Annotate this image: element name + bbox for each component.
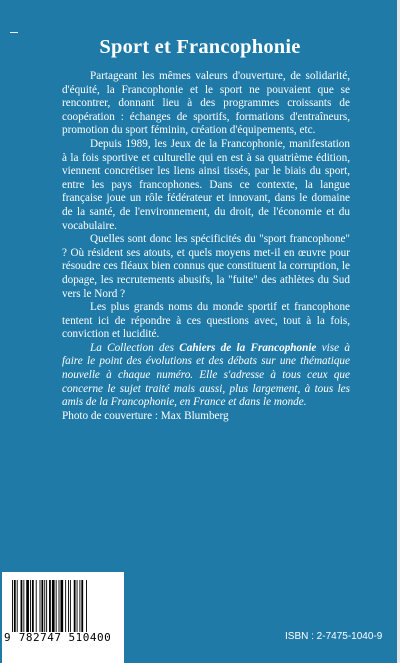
cover-title: Sport et Francophonie <box>99 36 301 58</box>
barcode-digits: 782747 510400 <box>18 631 112 644</box>
collection-note <box>62 342 350 410</box>
paragraph-1: Partageant les mêmes valeurs d'ouverture, de solidarité, d'équité, la Francophonie et le sport ne pouvaient que se rencontrer, donnant lieu à des programmes croissants de coopération : échanges de sportifs, formations d'entraîneurs, promotion du sport féminin, création d'équipements, etc. <box>62 70 350 137</box>
collection-note-rest: vise à faire le point des évolutions et des débats sur une thématique nouvelle à chaque numéro. Elle s'adresse à tous ceux que concerne le sujet traité mais aussi, plus largement, à tous les amis de la Francophonie, en France et dans le monde. <box>62 341 351 409</box>
edge-mark <box>10 32 18 33</box>
paragraph-2: Depuis 1989, les Jeux de la Francophonie, manifestation à la fois sportive et culturelle qui en est à sa quatrième édition, viennent concrétiser les liens ainsi tissés, par le biais du sport, entre les pays francophones. Dans ce contexte, la langue française joue un rôle fédérateur et innovant, dans le domaine de la santé, de l'environnement, du droit, de l'économie et du vocabulaire. <box>62 137 350 232</box>
barcode-first-digit: 9 <box>4 631 11 644</box>
collection-name: Cahiers de la Francophonie <box>179 341 317 354</box>
collection-note-start: La Collection des <box>90 341 180 354</box>
paragraph-3: Quelles sont donc les spécificités du "sport francophone" ? Où résident ses atouts, et quels moyens met-il en œuvre pour résoudre ces fléaux bien connus que constituent la corruption, le dopage, les recrutements abusifs, la "fuite" des athlètes du Sud vers le Nord ? <box>62 233 350 300</box>
photo-credit: Photo de couverture : Max Blumberg <box>62 409 229 422</box>
isbn: ISBN : 2-7475-1040-9 <box>285 631 383 642</box>
paragraph-4: Les plus grands noms du monde sportif et francophone tentent ici de répondre à ces questions avec, tout à la fois, conviction et lucidité. <box>62 301 350 341</box>
blurb <box>62 70 350 423</box>
barcode-bars <box>10 580 120 632</box>
barcode <box>2 572 124 663</box>
